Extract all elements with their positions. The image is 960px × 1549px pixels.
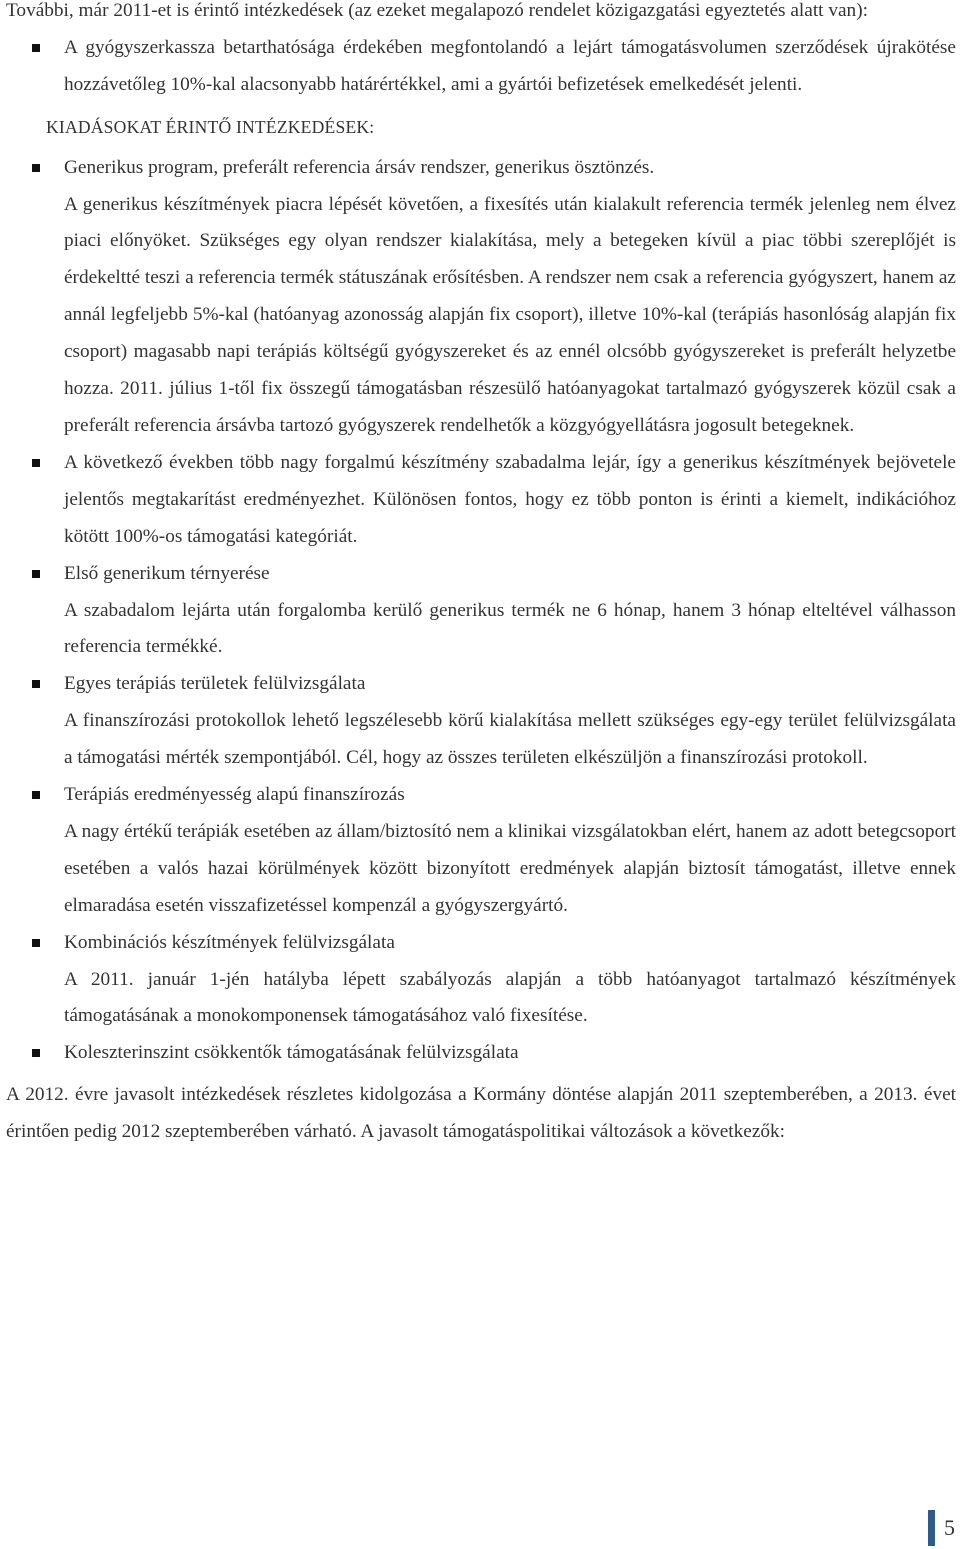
list-item [6, 925, 956, 1036]
list-item-title: Generikus program, preferált referencia ársáv rendszer, generikus ösztönzés. [64, 156, 655, 178]
list-item [6, 777, 956, 925]
bullet-list-first [6, 30, 956, 104]
list-item [6, 1035, 956, 1072]
list-item-body: A következő években több nagy forgalmú készítmény szabadalma lejár, így a generikus készítmények bejövetele jelentős megtakarítást eredményezhet. Különösen fontos, hogy ez több ponton is érinti a kiemelt, indikációhoz kötött 100%-os támogatási kategóriát. [64, 451, 956, 547]
list-item [6, 666, 956, 777]
list-item-text: A gyógyszerkassza betarthatósága érdekében megfontolandó a lejárt támogatásvolumen szerződések újrakötése hozzávetőleg 10%-kal alacsonyabb határértékkel, ami a gyártói befizetések emelkedését jelenti. [64, 36, 956, 95]
closing-paragraph: A 2012. évre javasolt intézkedések részletes kidolgozása a Kormány döntése alapján 2011 szeptemberében, a 2013. évet érintően pedig 2012 szeptemberében várható. A javasolt támogatáspolitikai változások a következők: [6, 1084, 956, 1143]
list-item-title: Kombinációs készítmények felülvizsgálata [64, 931, 395, 953]
square-bullet-icon [32, 570, 40, 578]
list-item [6, 445, 956, 556]
list-item-body: A generikus készítmények piacra lépését követően, a fixesítés után kialakult referencia termék jelenleg nem élvez piaci előnyöket. Szükséges egy olyan rendszer kialakítása, mely a betegeken kívül a piac többi szereplőjét is érdekeltté teszi a referencia termék státuszának erősítésben. A rendszer nem csak a referencia gyógyszert, hanem az annál legfeljebb 5%-kal (hatóanyag azonosság alapján fix csoport), illetve 10%-kal (terápiás hasonlóság alapján fix csoport) magasabb napi terápiás költségű gyógyszereket és az ennél olcsóbb gyógyszereket is preferált helyzetbe hozza. 2011. július 1-től fix összegű támogatásban részesülő hatóanyagokat tartalmazó gyógyszerek közül csak a preferált referencia ársávba tartozó gyógyszerek rendelhetők a közgyógyellátásra jogosult betegeknek. [64, 193, 956, 436]
section-heading: KIADÁSOKAT ÉRINTŐ INTÉZKEDÉSEK: [46, 116, 375, 137]
page-number: 5 [944, 1515, 955, 1540]
list-item-title: Egyes terápiás területek felülvizsgálata [64, 673, 366, 695]
list-item-title: Terápiás eredményesség alapú finanszírozás [64, 784, 405, 806]
list-item-body: A nagy értékű terápiák esetében az állam/biztosító nem a klinikai vizsgálatokban elért, hanem az adott betegcsoport esetében a valós hazai körülmények között bizonyított eredmények alapján biztosít támogatást, illetve ennek elmaradása esetén visszafizetéssel kompenzál a gyógyszergyártó. [64, 820, 956, 916]
bullet-list-measures [6, 150, 956, 1073]
square-bullet-icon [32, 459, 40, 467]
list-item-title: Koleszterinszint csökkentők támogatásának felülvizsgálata [64, 1042, 519, 1064]
square-bullet-icon [32, 1049, 40, 1057]
square-bullet-icon [32, 680, 40, 688]
square-bullet-icon [32, 939, 40, 947]
list-item [6, 150, 956, 445]
list-item-body: A finanszírozási protokollok lehető legszélesebb körű kialakítása mellett szükséges egy-egy terület felülvizsgálata a támogatási mérték szempontjából. Cél, hogy az összes területen elkészüljön a finanszírozási protokoll. [64, 710, 956, 769]
square-bullet-icon [32, 44, 40, 52]
document-page [6, 0, 956, 1151]
list-item-title: Első generikum térnyerése [64, 562, 270, 584]
list-item-body: A szabadalom lejárta után forgalomba kerülő generikus termék ne 6 hónap, hanem 3 hónap elteltével válhasson referencia termékké. [64, 599, 956, 658]
square-bullet-icon [32, 791, 40, 799]
page-number-accent-bar [928, 1510, 935, 1546]
list-item-body: A 2011. január 1-jén hatályba lépett szabályozás alapján a több hatóanyagot tartalmazó készítmények támogatásának a monokomponensek támogatásához való fixesítése. [64, 968, 956, 1027]
square-bullet-icon [32, 164, 40, 172]
list-item [6, 556, 956, 667]
list-item [6, 30, 956, 104]
intro-paragraph: További, már 2011-et is érintő intézkedések (az ezeket megalapozó rendelet közigazgatási egyeztetés alatt van): [6, 0, 868, 21]
